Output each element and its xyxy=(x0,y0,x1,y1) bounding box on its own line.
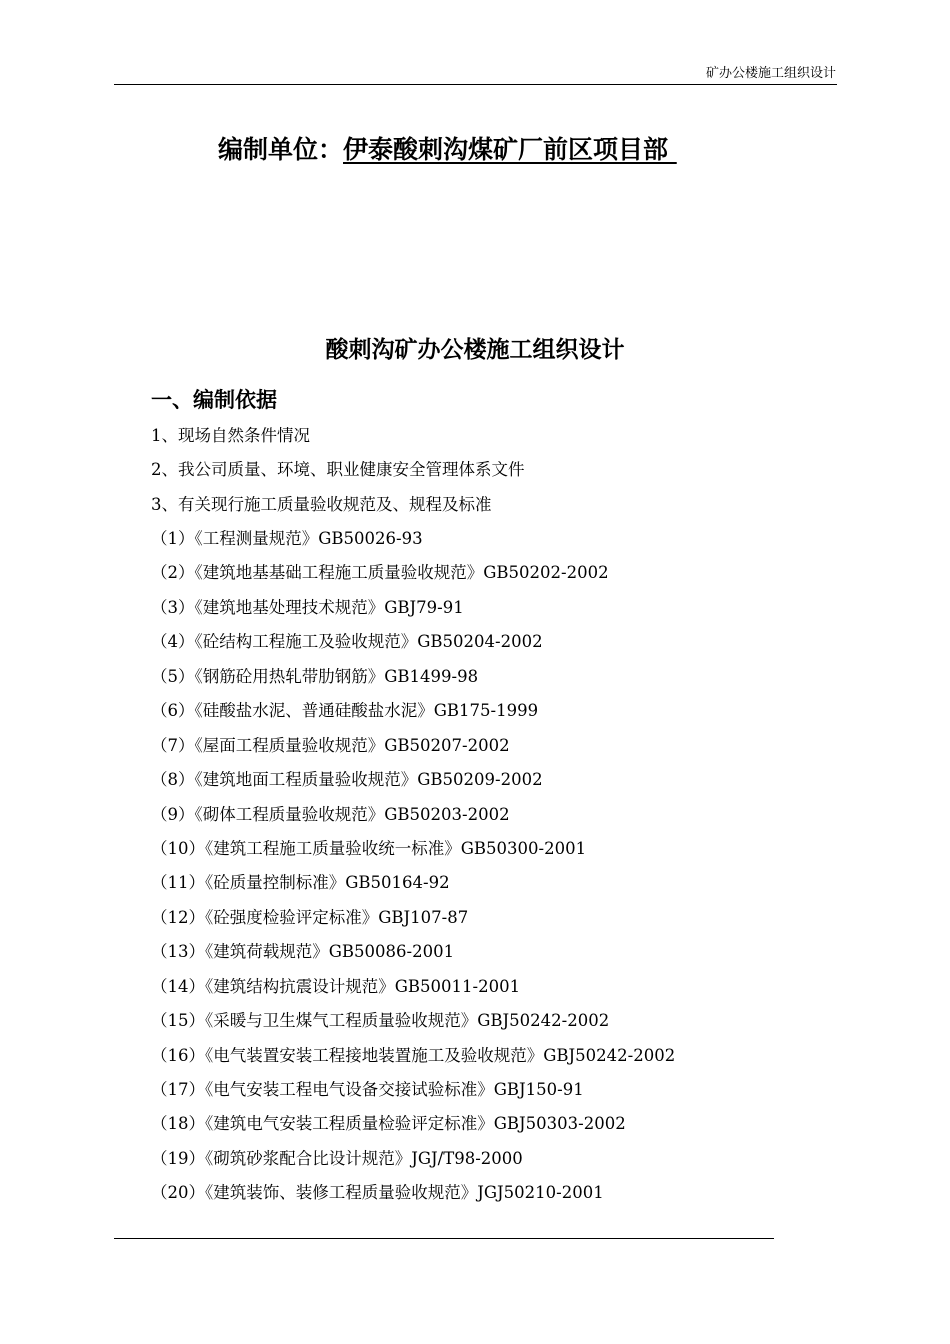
standard-code: GBJ79-91 xyxy=(384,597,464,617)
standard-item xyxy=(151,1004,675,1038)
standard-number: （12） xyxy=(151,907,205,927)
footer-divider xyxy=(114,1238,774,1239)
standard-title: 《砼强度检验评定标准》 xyxy=(205,907,379,927)
standard-number: （18） xyxy=(151,1114,205,1134)
standard-item xyxy=(151,556,675,590)
standard-title: 《砌体工程质量验收规范》 xyxy=(194,804,385,824)
standard-number: （3） xyxy=(151,597,195,617)
standard-number: （17） xyxy=(151,1080,205,1099)
standard-item xyxy=(151,901,675,935)
section-heading: 一、编制依据 xyxy=(151,387,277,412)
standard-code: JGJ50210-2001 xyxy=(477,1183,604,1203)
basis-item: 1、现场自然条件情况 xyxy=(151,426,310,445)
standard-number: （15） xyxy=(151,1011,205,1031)
standard-title: 《砼质量控制标准》 xyxy=(205,873,346,893)
standard-number: （13） xyxy=(151,942,205,962)
standard-number: （4） xyxy=(151,632,195,652)
standard-item xyxy=(151,935,675,969)
standard-code: GB50300-2001 xyxy=(460,838,587,858)
basis-item: 3、有关现行施工质量验收规范及、规程及标准 xyxy=(151,494,492,514)
standard-item xyxy=(151,522,675,556)
standard-code: GBJ50303-2002 xyxy=(493,1114,626,1134)
standard-title: 《建筑地面工程质量验收规范》 xyxy=(194,770,418,790)
standards-list xyxy=(151,522,675,1211)
standard-item xyxy=(151,763,675,797)
standard-code: GBJ150-91 xyxy=(493,1080,584,1099)
standard-number: （16） xyxy=(151,1045,205,1065)
standard-title: 《建筑电气安装工程质量检验评定标准》 xyxy=(205,1114,494,1134)
standard-item xyxy=(151,729,675,763)
compiling-unit-label: 编制单位： xyxy=(218,135,344,164)
standard-item xyxy=(151,1142,675,1176)
standard-code: GB50026-93 xyxy=(318,529,423,548)
basis-list xyxy=(151,419,525,522)
standard-code: GB50086-2001 xyxy=(328,942,455,962)
standard-code: GB50207-2002 xyxy=(384,735,510,755)
standard-code: GB50011-2001 xyxy=(394,976,521,996)
standard-item xyxy=(151,1039,675,1073)
standard-title: 《工程测量规范》 xyxy=(194,529,319,548)
standard-title: 《钢筋砼用热轧带肋钢筋》 xyxy=(194,666,385,686)
standard-title: 《建筑结构抗震设计规范》 xyxy=(205,976,395,996)
standard-item xyxy=(151,660,675,694)
standard-number: （10） xyxy=(151,838,205,858)
standard-code: GBJ50242-2002 xyxy=(477,1011,610,1031)
standard-code: GB175-1999 xyxy=(433,701,539,721)
standard-item xyxy=(151,866,675,900)
standard-title: 《建筑地基基础工程施工质量验收规范》 xyxy=(194,563,484,583)
standard-item xyxy=(151,1107,675,1141)
running-header: 矿办公楼施工组织设计 xyxy=(705,66,836,81)
standard-code: GB50203-2002 xyxy=(384,804,510,824)
standard-title: 《建筑工程施工质量验收统一标准》 xyxy=(205,838,461,858)
standard-number: （8） xyxy=(151,770,195,790)
standard-item xyxy=(151,970,675,1004)
standard-title: 《砼结构工程施工及验收规范》 xyxy=(194,632,418,652)
standard-item xyxy=(151,1176,675,1210)
standard-code: GB50164-92 xyxy=(345,873,450,893)
standard-title: 《建筑地基处理技术规范》 xyxy=(194,597,385,617)
standard-number: （1） xyxy=(151,529,195,548)
standard-number: （6） xyxy=(151,701,195,721)
standard-number: （5） xyxy=(151,666,195,686)
standard-title: 《采暖与卫生煤气工程质量验收规范》 xyxy=(205,1011,478,1031)
standard-code: GB50202-2002 xyxy=(483,563,609,583)
standard-number: （2） xyxy=(151,563,195,583)
standard-item xyxy=(151,1073,675,1107)
standard-number: （19） xyxy=(151,1148,205,1168)
standard-code: GBJ50242-2002 xyxy=(543,1045,676,1065)
document-title: 酸刺沟矿办公楼施工组织设计 xyxy=(325,336,625,363)
standard-item xyxy=(151,591,675,625)
standard-item xyxy=(151,625,675,659)
standard-item xyxy=(151,694,675,728)
standard-number: （9） xyxy=(151,804,195,824)
compiling-unit-value: 伊泰酸刺沟煤矿厂前区项目部 xyxy=(343,135,677,164)
standard-number: （20） xyxy=(151,1183,205,1203)
standard-code: GB50209-2002 xyxy=(417,770,543,790)
standard-title: 《电气安装工程电气设备交接试验标准》 xyxy=(205,1080,494,1099)
standard-code: JGJ/T98-2000 xyxy=(411,1148,523,1168)
standard-item xyxy=(151,798,675,832)
standard-title: 《屋面工程质量验收规范》 xyxy=(194,735,385,755)
standard-number: （7） xyxy=(151,735,195,755)
standard-number: （14） xyxy=(151,976,205,996)
standard-title: 《建筑荷载规范》 xyxy=(205,942,329,962)
standard-title: 《砌筑砂浆配合比设计规范》 xyxy=(205,1148,412,1168)
standard-code: GB50204-2002 xyxy=(417,632,543,652)
standard-title: 《硅酸盐水泥、普通硅酸盐水泥》 xyxy=(194,701,434,721)
standard-title: 《建筑装饰、装修工程质量验收规范》 xyxy=(205,1183,478,1203)
standard-code: GBJ107-87 xyxy=(378,907,469,927)
standard-number: （11） xyxy=(151,873,205,893)
basis-item: 2、我公司质量、环境、职业健康安全管理体系文件 xyxy=(151,460,525,480)
standard-title: 《电气装置安装工程接地装置施工及验收规范》 xyxy=(205,1045,544,1065)
compiling-unit xyxy=(218,134,677,166)
standard-code: GB1499-98 xyxy=(384,666,479,686)
standard-item xyxy=(151,832,675,866)
header-divider xyxy=(114,84,837,85)
